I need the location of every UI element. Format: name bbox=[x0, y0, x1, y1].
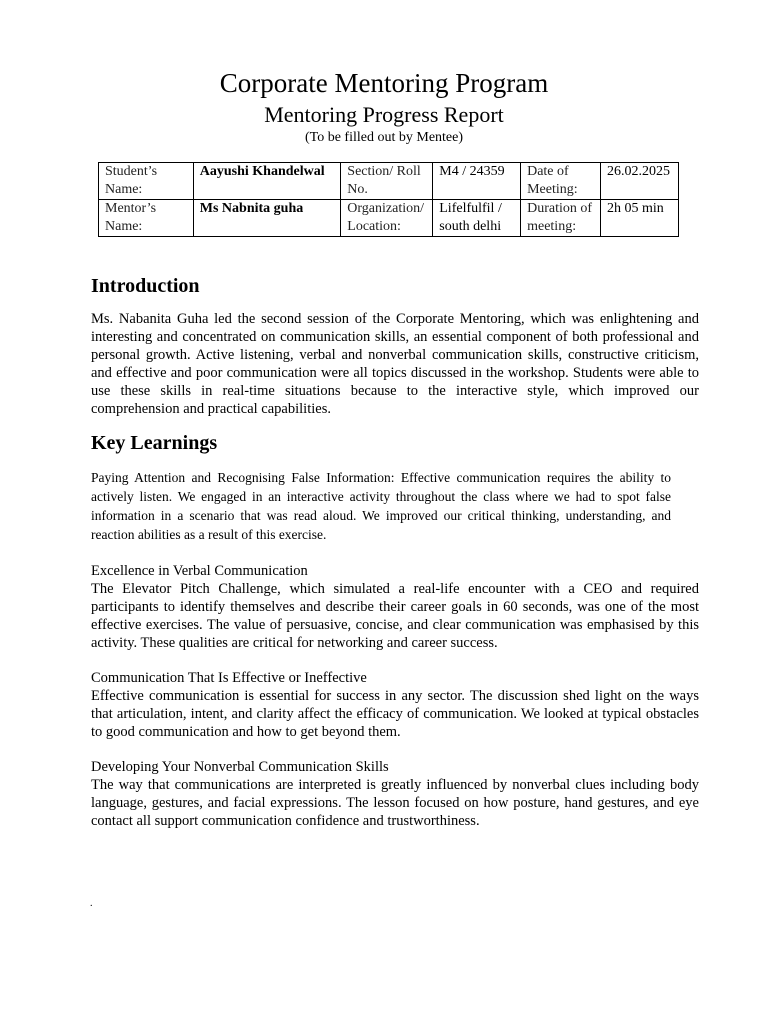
table-row bbox=[99, 200, 679, 237]
organization-value: Lifelfulfil / south delhi bbox=[433, 200, 521, 237]
section-paragraph: Effective communication is essential for success in any sector. The discussion shed light on the ways that articulation, intent, and clarity affect the efficacy of communication. We looked at typical obstacles to good communication and how to get beyond them. bbox=[91, 688, 699, 740]
section-title: Developing Your Nonverbal Communication Skills bbox=[91, 759, 389, 775]
section-title: Excellence in Verbal Communication bbox=[91, 563, 308, 579]
footer-mark: . bbox=[90, 898, 93, 909]
key-learnings-intro-paragraph: Paying Attention and Recognising False Information: Effective communication requires the ability to actively listen. We engaged in an interactive activity throughout the class where we had to spot false information in a scenario that was read aloud. We improved our critical thinking, understanding, and reaction abilities as a result of this exercise. bbox=[91, 470, 671, 542]
duration-value: 2h 05 min bbox=[600, 200, 678, 237]
table-row bbox=[99, 163, 679, 200]
section-roll-label: Section/ Roll No. bbox=[341, 163, 433, 200]
organization-label: Organization/ Location: bbox=[341, 200, 433, 237]
introduction-heading: Introduction bbox=[91, 275, 200, 297]
meeting-date-label: Date of Meeting: bbox=[521, 163, 601, 200]
document-title: Corporate Mentoring Program bbox=[219, 68, 549, 98]
section-paragraph: The Elevator Pitch Challenge, which simulated a real-life encounter with a CEO and required participants to identify themselves and describe their career goals in 60 seconds, was one of the most effective exercises. The value of persuasive, concise, and clear communication was emphasised by this activity. These qualities are critical for networking and career success. bbox=[91, 581, 699, 651]
student-name-label: Student’s Name: bbox=[99, 163, 194, 200]
document-subtitle: Mentoring Progress Report bbox=[264, 102, 504, 127]
learning-section-nonverbal bbox=[91, 758, 699, 830]
fill-note: (To be filled out by Mentee) bbox=[304, 130, 464, 145]
section-paragraph: The way that communications are interpreted is greatly influenced by nonverbal clues including body language, gestures, and facial expressions. The lesson focused on how posture, hand gestures, and eye contact all support communication confidence and trustworthiness. bbox=[91, 777, 699, 829]
learning-section-verbal bbox=[91, 562, 699, 652]
key-learnings-heading: Key Learnings bbox=[91, 432, 218, 454]
section-title: Communication That Is Effective or Ineffective bbox=[91, 670, 367, 686]
mentor-name-label: Mentor’s Name: bbox=[99, 200, 194, 237]
meeting-date-value: 26.02.2025 bbox=[600, 163, 678, 200]
duration-label: Duration of meeting: bbox=[521, 200, 601, 237]
student-name-value: Aayushi Khandelwal bbox=[193, 163, 341, 200]
section-roll-value: M4 / 24359 bbox=[433, 163, 521, 200]
mentor-name-value: Ms Nabnita guha bbox=[193, 200, 341, 237]
mentoring-info-table bbox=[98, 162, 679, 237]
learning-section-effectiveness bbox=[91, 669, 699, 741]
introduction-paragraph: Ms. Nabanita Guha led the second session of the Corporate Mentoring, which was enlightening and interesting and concentrated on communication skills, an essential component of both professional and personal growth. Active listening, verbal and nonverbal communication skills, constructive criticism, and effective and poor communication were all topics discussed in the workshop. Students were able to use these skills in real-time situations because to the interactive style, which improved our comprehension and practical capabilities. bbox=[91, 311, 699, 417]
